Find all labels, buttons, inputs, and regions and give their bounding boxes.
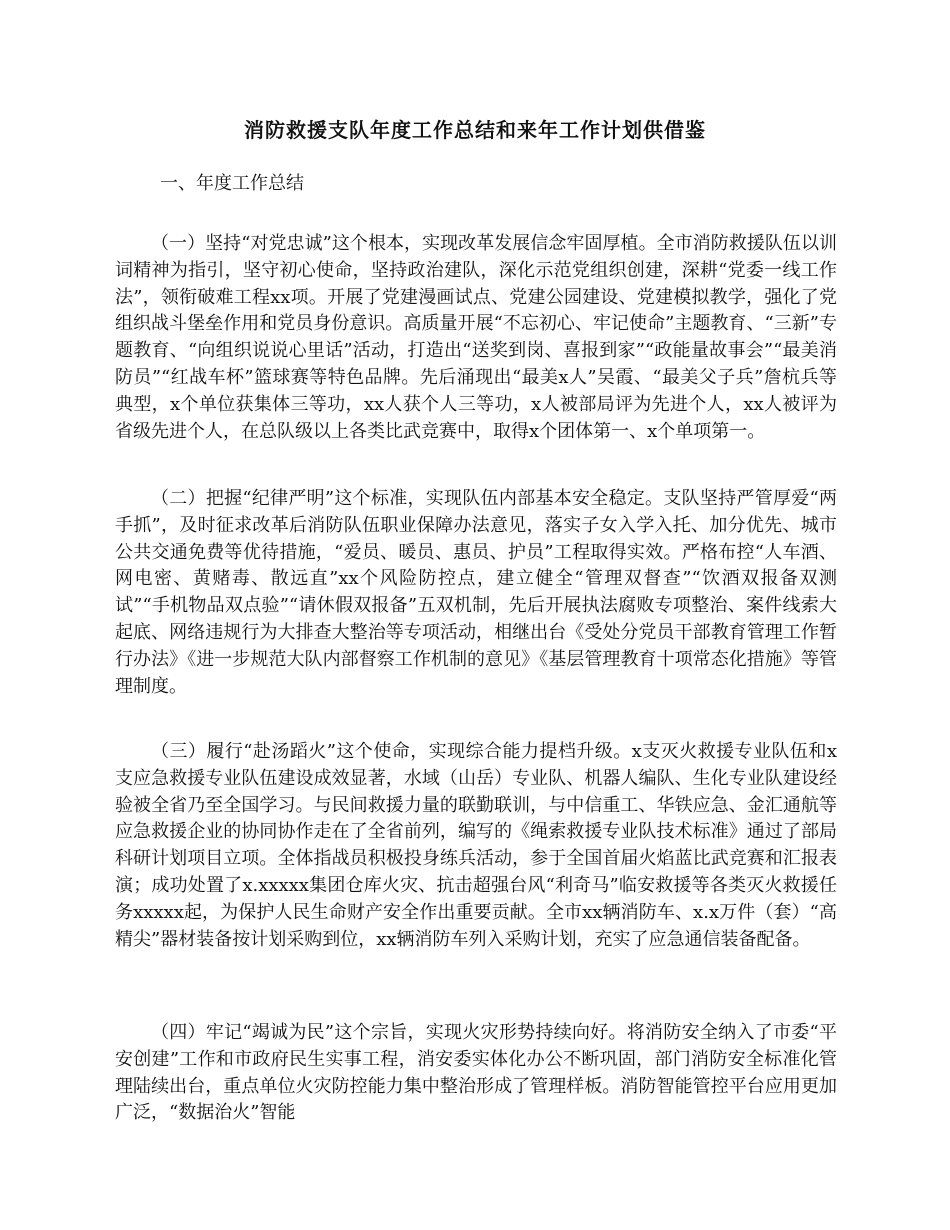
paragraph-4: （四）牢记“竭诚为民”这个宗旨，实现火灾形势持续向好。将消防安全纳入了市委“平安创建”工作和市政府民生实事工程，消安委实体化办公不断巩固，部门消防安全标准化管理陆续出台，重点单位火灾防控能力集中整治形成了管理样板。消防智能管控平台应用更加广泛，“数据治火”智能 xyxy=(115,1022,837,1124)
paragraph-1: （一）坚持“对党忠诚”这个根本，实现改革发展信念牢固厚植。全市消防救援队伍以训词精神为指引，坚守初心使命，坚持政治建队，深化示范党组织创建，深耕“党委一线工作法”，领衔破难工程xx项。开展了党建漫画试点、党建公园建设、党建模拟教学，强化了党组织战斗堡垒作用和党员身份意识。高质量开展“不忘初心、牢记使命”主题教育、“三新”专题教育、“向组织说说心里话”活动，打造出“送奖到岗、喜报到家”“政能量故事会”“最美消防员”“红战车杯”篮球赛等特色品牌。先后涌现出“最美x人”吴霞、“最美父子兵”詹杭兵等典型，x个单位获集体三等功，xx人获个人三等功，x人被部局评为先进个人，xx人被评为省级先进个人，在总队级以上各类比武竞赛中，取得x个团体第一、x个单项第一。 xyxy=(115,233,837,442)
paragraph-2: （二）把握“纪律严明”这个标准，实现队伍内部基本安全稳定。支队坚持严管厚爱“两手抓”，及时征求改革后消防队伍职业保障办法意见，落实子女入学入托、加分优先、城市公共交通免费等优待措施，“爱员、暖员、惠员、护员”工程取得实效。严格布控“人车酒、网电密、黄赌毒、散远直”xx个风险防控点，建立健全“管理双督查”“饮酒双报备双测试”“手机物品双点验”“请休假双报备”五双机制，先后开展执法腐败专项整治、案件线索大起底、网络违规行为大排查大整治等专项活动，相继出台《受处分党员干部教育管理工作暂行办法》《进一步规范大队内部督察工作机制的意见》《基层管理教育十项常态化措施》等管理制度。 xyxy=(115,488,837,697)
section-heading: 一、年度工作总结 xyxy=(160,173,304,194)
document-title: 消防救援支队年度工作总结和来年工作计划供借鉴 xyxy=(244,118,706,142)
paragraph-3: （三）履行“赴汤蹈火”这个使命，实现综合能力提档升级。x支灭火救援专业队伍和x支应急救援专业队伍建设成效显著，水域（山岳）专业队、机器人编队、生化专业队建设经验被全省乃至全国学习。与民间救援力量的联勤联训，与中信重工、华铁应急、金汇通航等应急救援企业的协同协作走在了全省前列，编写的《绳索救援专业队技术标准》通过了部局科研计划项目立项。全体指战员积极投身练兵活动，参于全国首届火焰蓝比武竞赛和汇报表演；成功处置了x.xxxxx集团仓库火灾、抗击超强台风“利奇马”临安救援等各类灭火救援任务xxxxx起，为保护人民生命财产安全作出重要贡献。全市xx辆消防车、x.x万件（套）“高精尖”器材装备按计划采购到位，xx辆消防车列入采购计划，充实了应急通信装备配备。 xyxy=(115,741,837,950)
